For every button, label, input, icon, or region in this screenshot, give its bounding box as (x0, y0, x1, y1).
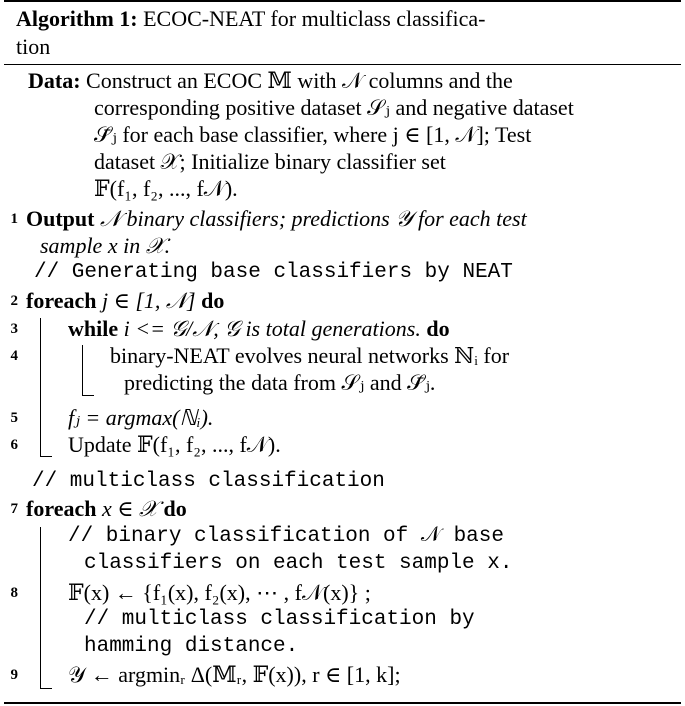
line-number: 6 (10, 437, 18, 453)
foreach-j-line: foreach j ∈ [1, 𝒩] do (26, 288, 225, 313)
line-number: 2 (10, 293, 18, 309)
comment-multiclass: // multiclass classification (32, 470, 385, 493)
data-line-2: corresponding positive dataset 𝒮ⱼ and negative dataset (94, 95, 574, 120)
data-line-1: Data: Construct an ECOC 𝕄 with 𝒩 columns and the (28, 68, 513, 93)
comment-binary: // binary classification of 𝒩 base (68, 525, 504, 548)
argmax-line: fⱼ = argmax(ℕᵢ). (68, 405, 214, 430)
data-label: Data: (28, 68, 81, 93)
update-line: Update 𝔽(f₁, f₂, ..., f𝒩). (68, 432, 281, 457)
neat-evolve-line-cont: predicting the data from 𝒮ⱼ and 𝒮̄ⱼ. (124, 370, 436, 395)
foreach-x-line: foreach x ∈ 𝒳 do (26, 496, 187, 521)
algorithm-title-text: ECOC-NEAT for multiclass classifica- (143, 6, 486, 31)
while-line: while i <= 𝒢/𝒩, 𝒢 is total generations. do (68, 316, 450, 341)
data-line-5: 𝔽(f₁, f₂, ..., f𝒩). (94, 176, 238, 201)
block-end-foreach-x (40, 688, 52, 689)
comment-hamming: // multiclass classification by (84, 608, 475, 631)
algorithm-label: Algorithm 1: (16, 6, 138, 31)
argmin-line: 𝒴 ← argminᵣ Δ(𝕄ᵣ, 𝔽(x)), r ∈ [1, k]; (68, 662, 401, 687)
algorithm-title-cont: tion (16, 34, 51, 59)
comment-hamming-cont: hamming distance. (84, 635, 299, 658)
data-line-3: 𝒮̄ⱼ for each base classifier, where j ∈ [1, 𝒩]; Test (94, 122, 532, 147)
line-number: 1 (10, 211, 18, 227)
block-bar-foreach-x (40, 527, 41, 688)
line-number: 4 (10, 348, 18, 364)
output-line-cont: sample x in 𝒳. (40, 233, 171, 258)
comment-binary-cont: classifiers on each test sample x. (84, 552, 513, 575)
block-end-foreach-j (40, 456, 52, 457)
line-number: 7 (10, 501, 18, 517)
title-divider (4, 64, 681, 65)
bottom-rule (4, 702, 681, 704)
block-end-while (82, 395, 94, 396)
line-number: 8 (10, 585, 18, 601)
neat-evolve-line: binary-NEAT evolves neural networks ℕᵢ for (110, 343, 510, 368)
predict-line: 𝔽(x) ← {f₁(x), f₂(x), ⋯ , f𝒩(x)} ; (68, 580, 371, 605)
block-bar-foreach-j (40, 318, 41, 456)
algorithm-title (16, 6, 485, 32)
data-line-4: dataset 𝒳; Initialize binary classifier set (94, 149, 446, 174)
line-number: 9 (10, 667, 18, 683)
comment-generating: // Generating base classifiers by NEAT (34, 261, 513, 284)
block-bar-while (82, 345, 83, 395)
output-line: Output 𝒩 binary classifiers; predictions 𝒴 for each test (26, 206, 527, 231)
line-number: 5 (10, 410, 18, 426)
top-rule (4, 0, 681, 2)
line-number: 3 (10, 321, 18, 337)
